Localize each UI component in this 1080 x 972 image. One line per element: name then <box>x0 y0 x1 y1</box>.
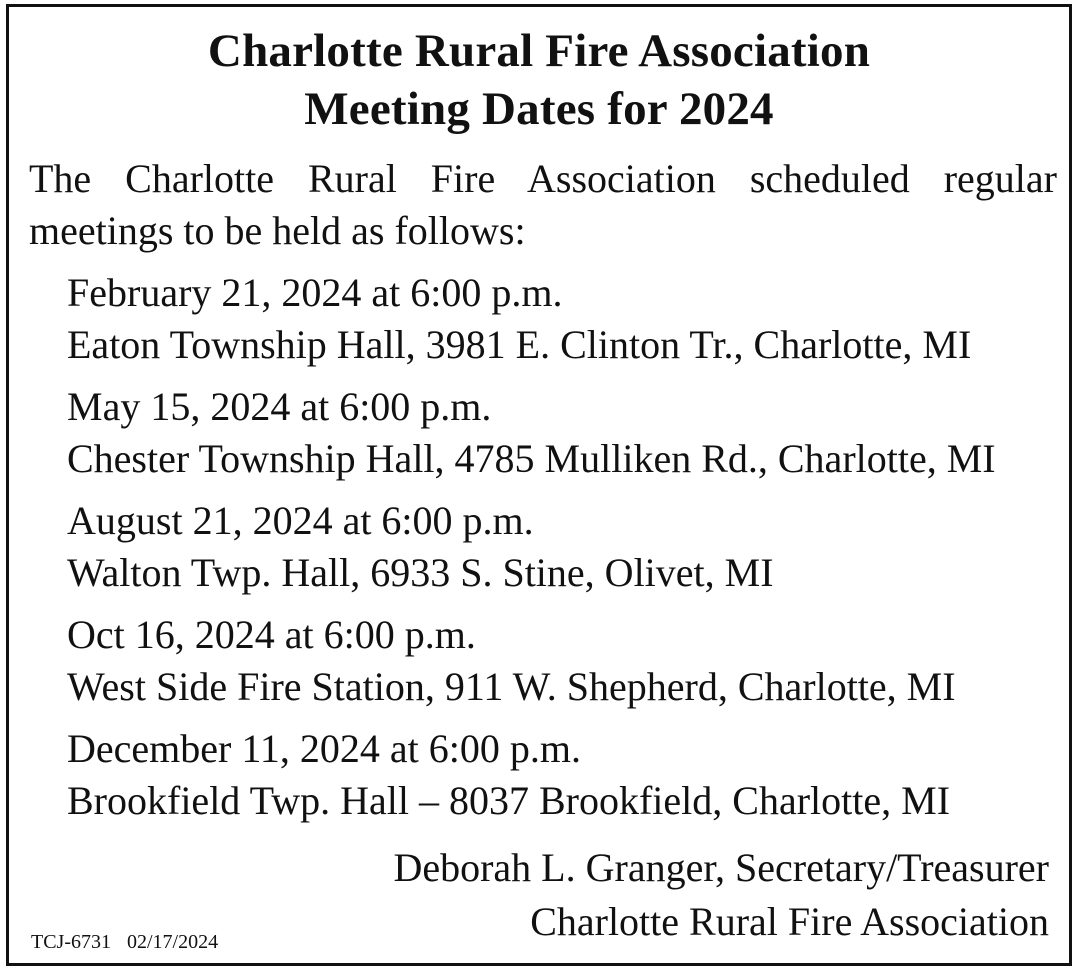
meeting-location: West Side Fire Station, 911 W. Shepherd, Charlotte, MI <box>67 664 956 709</box>
meeting-location: Eaton Township Hall, 3981 E. Clinton Tr., Charlotte, MI <box>67 322 972 367</box>
meeting-entry-4 <box>67 609 956 713</box>
notice-title-line1: Charlotte Rural Fire Association <box>207 25 871 77</box>
meeting-location: Brookfield Twp. Hall – 8037 Brookfield, Charlotte, MI <box>67 778 951 823</box>
meeting-date: August 21, 2024 at 6:00 p.m. <box>67 498 534 543</box>
meeting-location: Chester Township Hall, 4785 Mulliken Rd., Charlotte, MI <box>67 436 996 481</box>
publication-footer <box>31 929 218 955</box>
notice-title-line2: Meeting Dates for 2024 <box>304 83 774 135</box>
legal-notice <box>6 4 1072 966</box>
meeting-entry-1 <box>67 267 971 371</box>
meeting-date: May 15, 2024 at 6:00 p.m. <box>67 384 492 429</box>
ad-code: TCJ-6731 <box>31 931 111 953</box>
intro-line2: meetings to be held as follows: <box>29 208 526 253</box>
meeting-date: February 21, 2024 at 6:00 p.m. <box>67 270 563 315</box>
intro-paragraph <box>29 153 1057 257</box>
intro-line1: The Charlotte Rural Fire Association scheduled regular <box>29 156 1057 201</box>
meeting-entry-5 <box>67 723 950 827</box>
signature-block <box>393 841 1049 949</box>
meeting-location: Walton Twp. Hall, 6933 S. Stine, Olivet, MI <box>67 550 774 595</box>
meeting-date: December 11, 2024 at 6:00 p.m. <box>67 726 581 771</box>
meeting-entry-2 <box>67 381 996 485</box>
signatory-name-title: Deborah L. Granger, Secretary/Treasurer <box>393 845 1049 890</box>
meeting-entry-3 <box>67 495 774 599</box>
signatory-organization: Charlotte Rural Fire Association <box>530 899 1049 944</box>
meeting-date: Oct 16, 2024 at 6:00 p.m. <box>67 612 476 657</box>
publication-date: 02/17/2024 <box>127 931 219 953</box>
